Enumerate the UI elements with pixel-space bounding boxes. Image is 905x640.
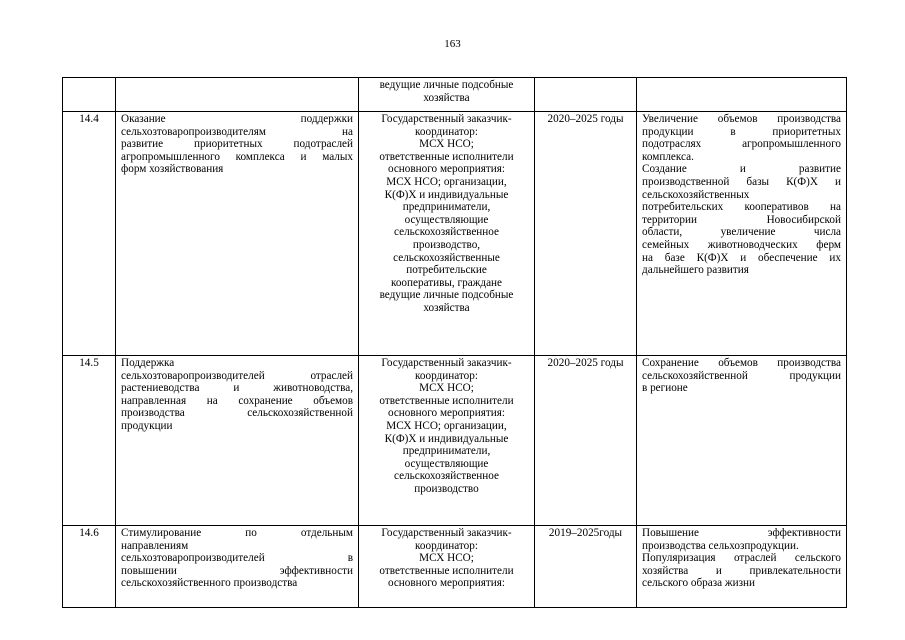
cell-text-line: МСХ НСО;: [419, 552, 474, 565]
expected-result-cell: [637, 356, 847, 526]
cell-text-line: сельского образа жизни: [642, 577, 756, 590]
item-number-cell: [63, 78, 116, 112]
table-row: [63, 112, 847, 356]
cell-text-line: осуществляющие: [404, 457, 489, 470]
cell-text-line: агропромышленного комплекса и малых: [121, 150, 353, 163]
table-row: [63, 526, 847, 608]
cell-text-line: форм хозяйствования: [121, 163, 224, 176]
cell-text-line: продукции: [121, 419, 173, 432]
cell-text-line: подотраслях агропромышленного: [642, 138, 841, 151]
activity-name-cell: [116, 78, 359, 112]
cell-text-line: на базе К(Ф)Х и обеспечение их: [642, 251, 841, 264]
cell-text-line: сельскохозяйственного производства: [121, 577, 298, 590]
cell-text-line: производственной базы К(Ф)Х и: [642, 175, 841, 188]
responsible-cell: [359, 526, 535, 608]
cell-text-line: Повышение эффективности: [642, 527, 841, 539]
cell-text-line: сельскохозяйственное: [394, 470, 499, 483]
cell-text-line: Поддержка: [121, 357, 175, 369]
cell-text-line: МСХ НСО; организации,: [386, 175, 507, 188]
cell-text-line: сельхозтоваропроизводителей в: [121, 552, 353, 565]
cell-text-line: предприниматели,: [402, 445, 491, 458]
cell-text-line: Государственный заказчик-: [381, 113, 512, 125]
cell-text-line: МСХ НСО;: [419, 382, 474, 395]
cell-text-line: семейных животноводческих ферм: [642, 238, 841, 251]
cell-text-line: растениеводства и животноводства,: [121, 382, 353, 395]
activity-name-cell: [116, 356, 359, 526]
table-row: [63, 356, 847, 526]
cell-text-line: дальнейшего развития: [642, 264, 749, 277]
activity-name-cell: [116, 526, 359, 608]
cell-text-line: ведущие личные подсобные: [379, 289, 514, 302]
cell-text-line: потребительских кооперативов на: [642, 201, 841, 214]
cell-text-line: МСХ НСО; организации,: [386, 419, 507, 432]
cell-text-line: повышении эффективности: [121, 564, 353, 577]
cell-text-line: Государственный заказчик-: [381, 527, 512, 539]
cell-text-line: производство,: [412, 238, 481, 251]
item-number-cell: 14.5: [63, 356, 116, 526]
cell-text-line: К(Ф)Х и индивидуальные: [384, 432, 509, 445]
cell-text-line: ответственные исполнители: [379, 150, 514, 163]
cell-text-line: координатор:: [415, 539, 478, 552]
cell-text-line: производство: [414, 482, 479, 495]
responsible-cell: [359, 112, 535, 356]
cell-text-line: ведущие личные подсобные: [379, 79, 514, 91]
activity-name-cell: [116, 112, 359, 356]
responsible-cell: [359, 356, 535, 526]
cell-text-line: осуществляющие: [404, 213, 489, 226]
cell-text-line: МСХ НСО;: [419, 138, 474, 151]
cell-text-line: ответственные исполнители: [379, 394, 514, 407]
cell-text-line: сельскохозяйственной продукции: [642, 369, 841, 382]
responsible-cell: [359, 78, 535, 112]
cell-text-line: координатор:: [415, 369, 478, 382]
period-cell: 2020–2025 годы: [535, 112, 637, 356]
expected-result-cell: [637, 78, 847, 112]
cell-text-line: сельскохозяйственных: [642, 188, 750, 201]
activities-table: [62, 77, 847, 608]
period-cell: [535, 78, 637, 112]
page-number: 163: [444, 38, 461, 50]
cell-text-line: Популяризация отраслей сельского: [642, 552, 841, 565]
cell-text-line: производства сельхозпродукции.: [642, 539, 799, 552]
expected-result-cell: [637, 112, 847, 356]
cell-text-line: сельскохозяйственные: [393, 251, 500, 264]
item-number-cell: 14.6: [63, 526, 116, 608]
cell-text-line: предприниматели,: [402, 201, 491, 214]
cell-text-line: Государственный заказчик-: [381, 357, 512, 369]
item-number-cell: 14.4: [63, 112, 116, 356]
cell-text-line: ответственные исполнители: [379, 564, 514, 577]
cell-text-line: Оказание поддержки: [121, 113, 353, 125]
cell-text-line: хозяйства: [423, 91, 470, 104]
cell-text-line: хозяйства и привлекательности: [642, 564, 841, 577]
cell-text-line: сельскохозяйственное: [394, 226, 499, 239]
cell-text-line: продукции в приоритетных: [642, 125, 841, 138]
cell-text-line: Создание и развитие: [642, 163, 841, 176]
cell-text-line: развитие приоритетных подотраслей: [121, 138, 353, 151]
period-cell: 2019–2025годы: [535, 526, 637, 608]
cell-text-line: направлениям: [121, 539, 189, 552]
cell-text-line: области, увеличение числа: [642, 226, 841, 239]
cell-text-line: в регионе: [642, 382, 688, 395]
cell-text-line: Сохранение объемов производства: [642, 357, 841, 369]
cell-text-line: хозяйства: [423, 301, 470, 314]
cell-text-line: производства сельскохозяйственной: [121, 407, 353, 420]
cell-text-line: комплекса.: [642, 150, 694, 163]
cell-text-line: сельхозтоваропроизводителей отраслей: [121, 369, 353, 382]
cell-text-line: основного мероприятия:: [387, 407, 506, 420]
cell-text-line: координатор:: [415, 125, 478, 138]
cell-text-line: потребительские: [406, 264, 487, 277]
cell-text-line: направленная на сохранение объемов: [121, 394, 353, 407]
table-row: [63, 78, 847, 112]
cell-text-line: территории Новосибирской: [642, 213, 841, 226]
cell-text-line: основного мероприятия:: [387, 163, 506, 176]
cell-text-line: сельхозтоваропроизводителям на: [121, 125, 353, 138]
cell-text-line: Увеличение объемов производства: [642, 113, 841, 125]
cell-text-line: кооперативы, граждане: [390, 276, 503, 289]
period-cell: 2020–2025 годы: [535, 356, 637, 526]
expected-result-cell: [637, 526, 847, 608]
table-body: [63, 78, 847, 608]
cell-text-line: основного мероприятия:: [387, 577, 506, 590]
cell-text-line: Стимулирование по отдельным: [121, 527, 353, 539]
cell-text-line: К(Ф)Х и индивидуальные: [384, 188, 509, 201]
